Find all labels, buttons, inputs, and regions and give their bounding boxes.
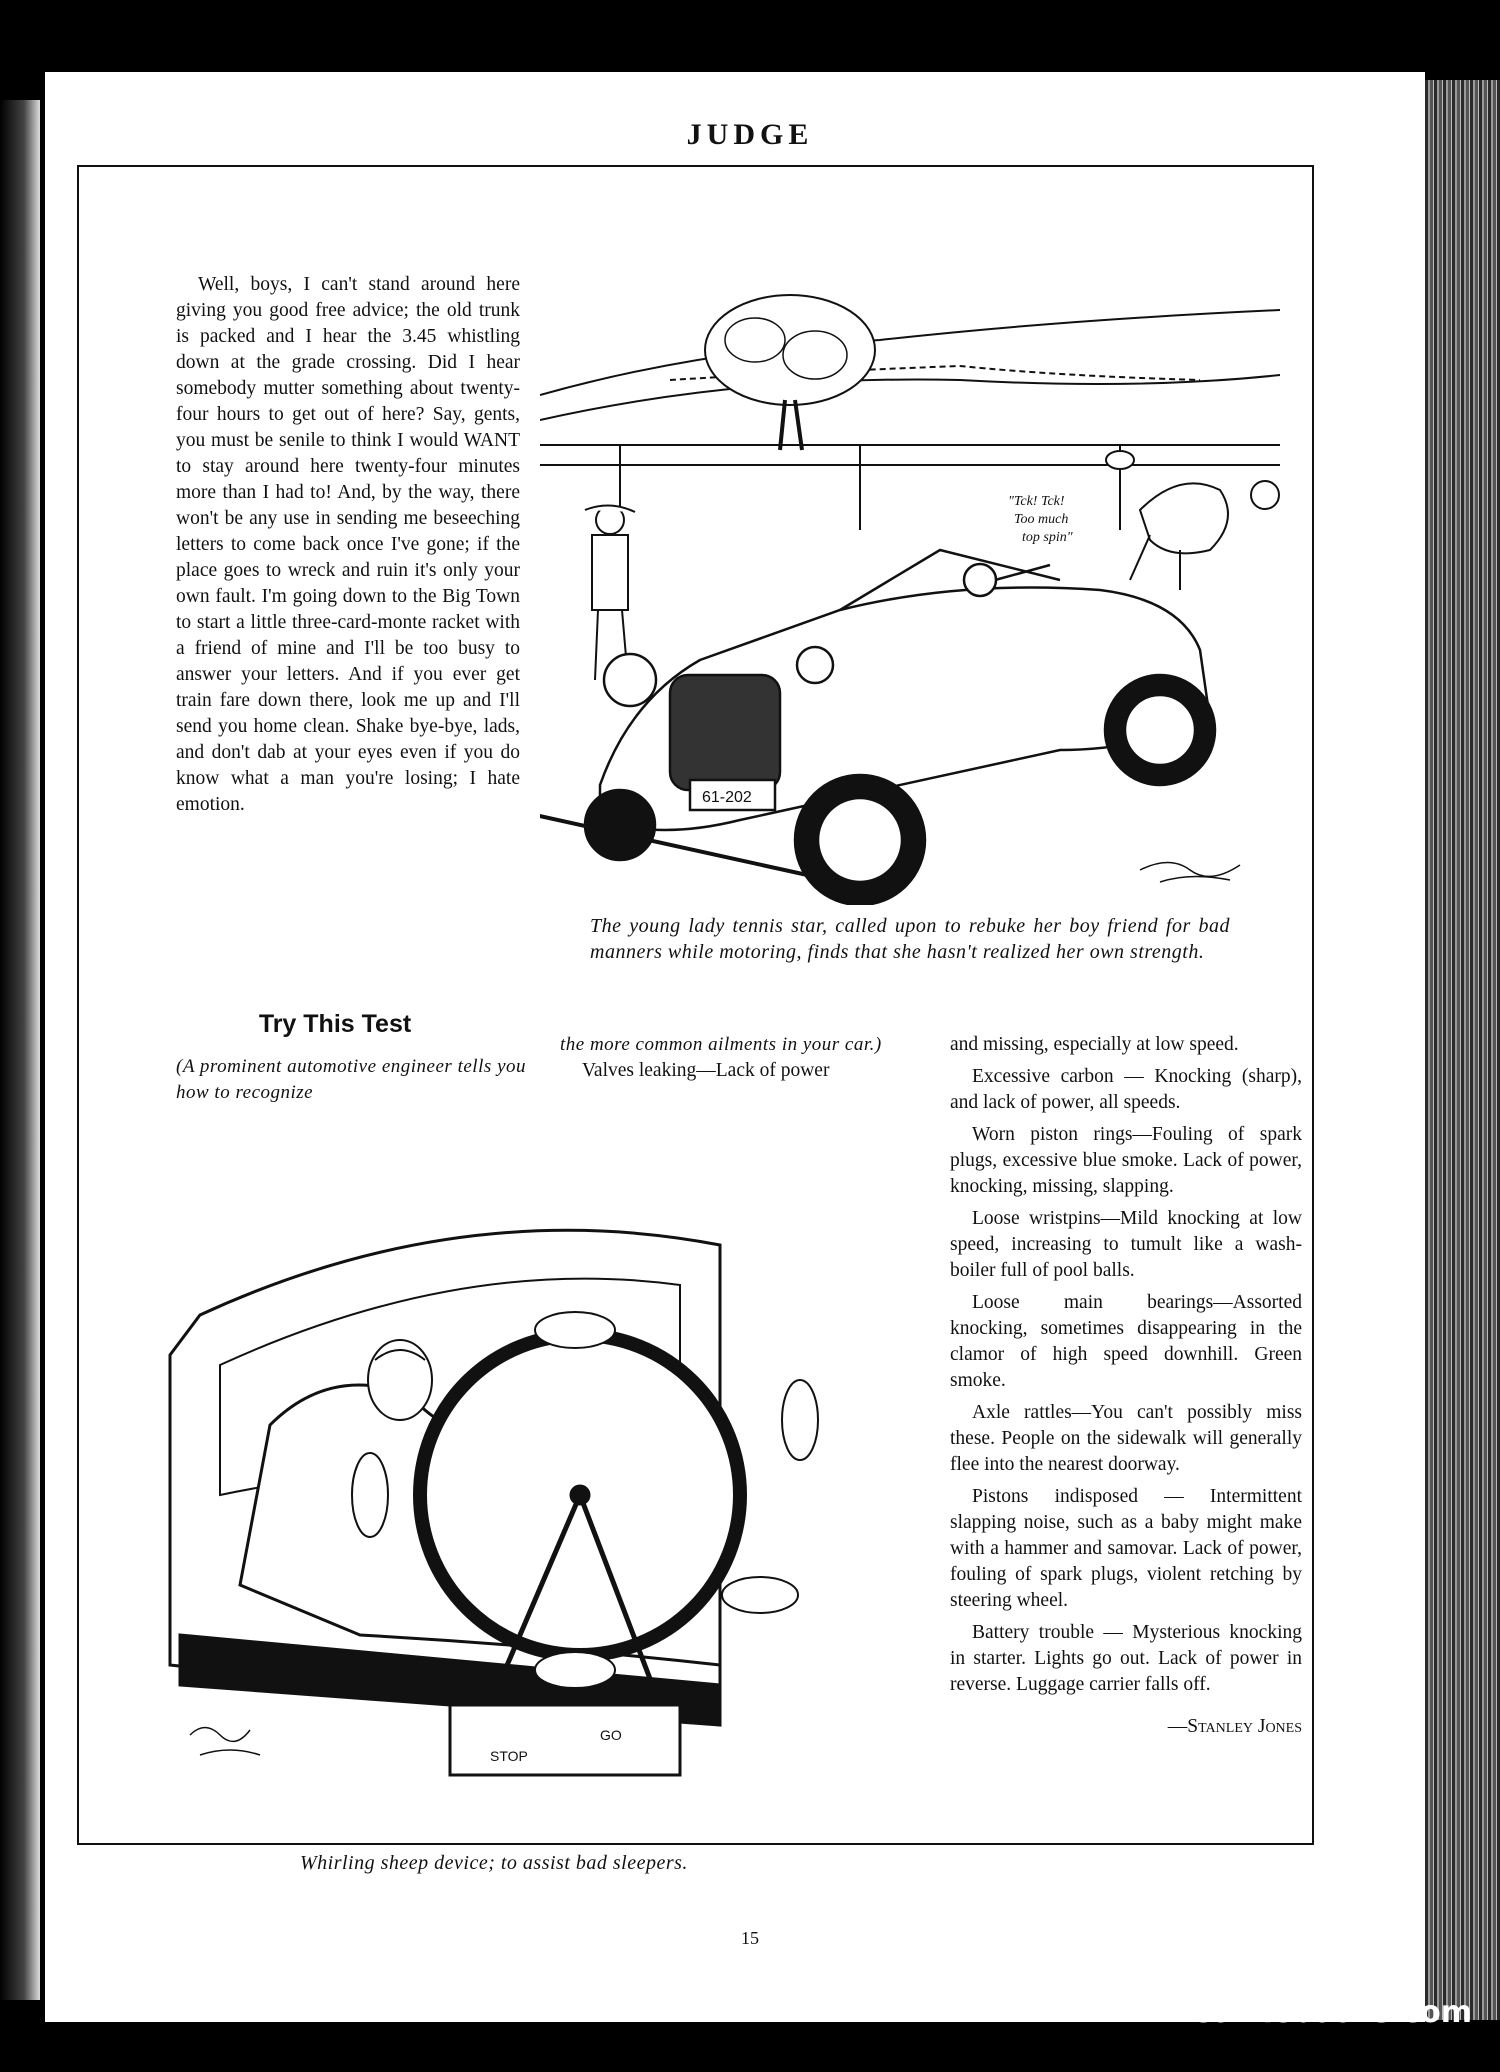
box-label-stop: STOP: [490, 1748, 528, 1764]
article-paragraph: Worn piston rings—Fouling of spark plugs, excessive blue smoke. Lack of power, knocking, missing, slapping.: [950, 1124, 1302, 1197]
flying-man: [1106, 451, 1279, 590]
license-plate: 61-202: [702, 789, 752, 806]
article-paragraph: Excessive carbon — Knocking (sharp), and lack of power, all speeds.: [950, 1066, 1302, 1113]
article-subhead-b: the more common ailments in your car.): [560, 1034, 882, 1055]
tree: [705, 295, 875, 450]
box-label-go: GO: [600, 1727, 622, 1743]
car-cartoon-caption: The young lady tennis star, called upon to rebuke her boy friend for bad manners while motoring, finds that she hasn't realized her own strength.: [590, 915, 1230, 963]
sheep-device-cartoon: [160, 1165, 920, 1830]
sleeper-head: [368, 1340, 432, 1420]
book-spine: [1425, 80, 1500, 2020]
intro-paragraph: Well, boys, I can't stand around here giving you good free advice; the old trunk is packed and I hear the 3.45 whistling down at the grade crossing. Did I hear somebody mutter something about twenty-four hours to get out of here? Say, gents, you must be senile to think I would WANT to stay around here twenty-four minutes more than I had to! And, by the way, there won't be any use in sending me beseeching letters to come back once I've gone; if the place goes to wreck and ruin it's only your own fault. I'm going down to the Big Town to start a little three-card-monte racket with a friend of mine and I'll be too busy to answer your letters. And if you ever get train fare down there, look me up and I'll send you home clean. Shake bye-bye, lads, and don't dab at your eyes even if you do know what a man you're losing; I hate emotion.: [176, 274, 520, 815]
article-paragraph: Valves leaking—Lack of power: [582, 1060, 830, 1081]
article-paragraph: Battery trouble — Mysterious knocking in starter. Lights go out. Lack of power in reverse. Luggage carrier falls off.: [950, 1622, 1302, 1695]
watermark: comicbooks.com: [1192, 1995, 1472, 2030]
speech-line-1: "Tck! Tck!: [1008, 494, 1065, 509]
byline: —Stanley Jones: [1167, 1716, 1302, 1737]
article-paragraph: Pistons indisposed — Intermittent slapping noise, such as a baby might make with a hammer and samovar. Lack of power, fouling of spark plugs, violent retching by steering wheel.: [950, 1486, 1302, 1611]
article-paragraph: Loose main bearings—Assorted knocking, sometimes disappearing in the clamor of high speed downhill. Green smoke.: [950, 1292, 1302, 1391]
facing-page-edge: [0, 100, 40, 2000]
artist-signature-top: [1140, 863, 1240, 883]
middle-column: [560, 1032, 910, 1084]
artist-signature-bottom: [190, 1728, 260, 1756]
article-subhead-a: (A prominent automotive engineer tells you how to recognize: [176, 1056, 526, 1103]
roadster-car: [540, 550, 1215, 905]
masthead: JUDGE: [686, 118, 814, 151]
speech-line-2: Too much: [1014, 512, 1069, 527]
article-paragraph: Axle rattles—You can't possibly miss these. People on the sidewalk will generally flee into the nearest doorway.: [950, 1402, 1302, 1475]
article-paragraph: Loose wristpins—Mild knocking at low speed, increasing to tumult like a wash-boiler full of pool balls.: [950, 1208, 1302, 1281]
speech-line-3: top spin": [1022, 530, 1073, 545]
right-column: [950, 1032, 1302, 1740]
article-heading: Try This Test: [258, 1010, 412, 1038]
intro-column: [176, 272, 520, 818]
article-paragraph: and missing, especially at low speed.: [950, 1034, 1239, 1055]
sheep-cartoon-caption: Whirling sheep device; to assist bad sleepers.: [300, 1852, 688, 1874]
page-number: 15: [741, 1928, 759, 1948]
car-cartoon: [540, 280, 1280, 905]
